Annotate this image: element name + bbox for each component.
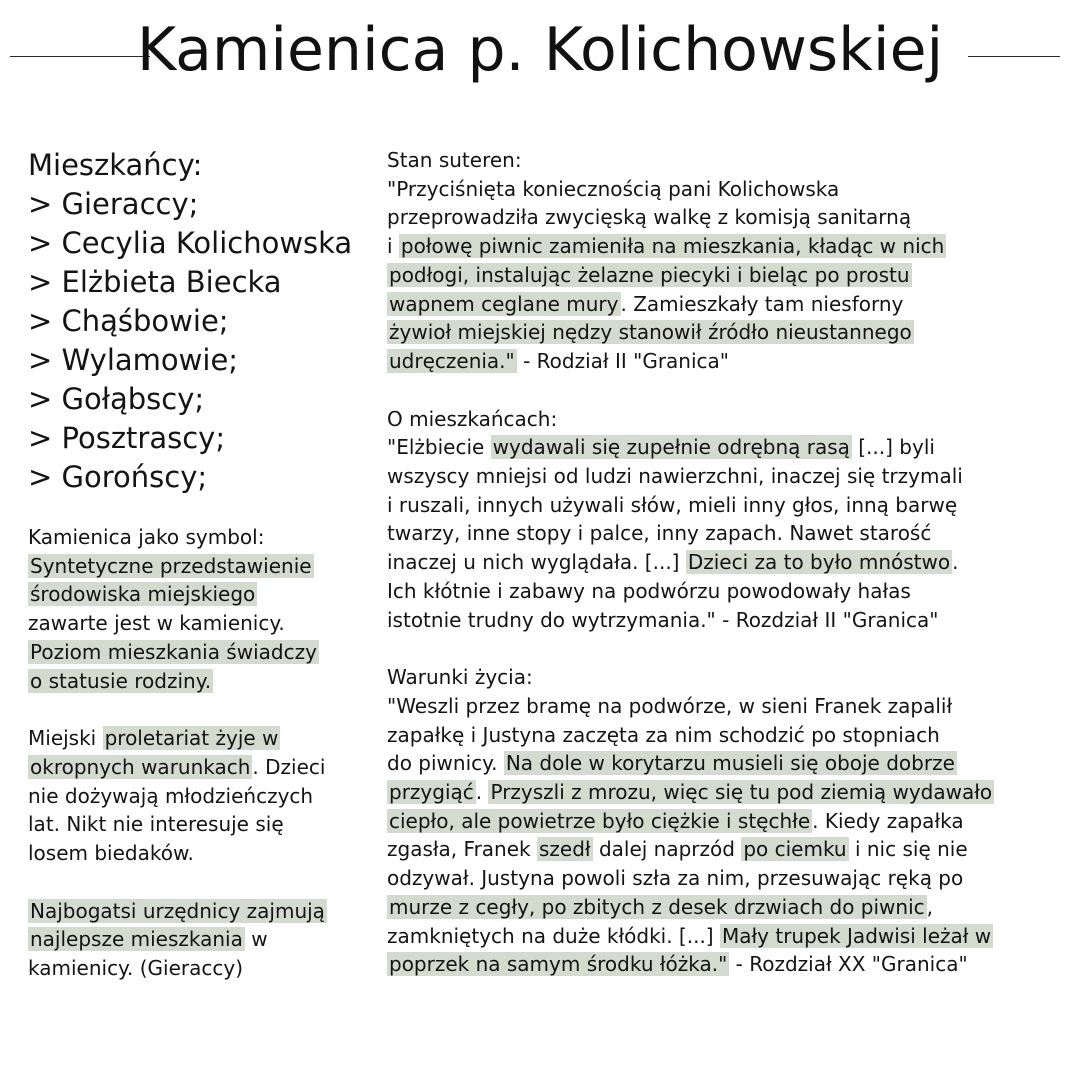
basements-section	[387, 146, 1067, 376]
highlight: Mały trupek Jadwisi leżał w	[721, 923, 992, 948]
highlight: ciepło, ale powietrze było ciężkie i stęchłe	[389, 808, 811, 833]
highlight: Dzieci za to było mnóstwo	[687, 550, 951, 575]
highlight: wapnem ceglane mury	[389, 291, 619, 316]
resident-item: > Gołąbscy;	[28, 382, 205, 416]
highlight: środowiska miejskiego	[30, 582, 256, 607]
text-line: kamienicy. (Gieraccy)	[28, 956, 244, 981]
highlight: szedł	[538, 837, 591, 862]
highlight: o statusie rodziny.	[30, 668, 212, 693]
resident-item: > Chąśbowie;	[28, 304, 229, 338]
text-line: twarzy, inne stopy i palce, inny zapach. Nawet starość	[387, 521, 932, 546]
symbol-note	[28, 523, 363, 695]
highlight: podłogi, instalując żelazne piecyki i bieląc po prostu	[389, 262, 910, 287]
highlight: Przyszli z mrozu, więc się tu pod ziemią wydawało	[490, 780, 993, 805]
text-fragment: i	[387, 234, 399, 259]
resident-item: > Gorońscy;	[28, 460, 208, 494]
text-fragment: w	[244, 927, 268, 952]
text-fragment: ,	[926, 894, 933, 919]
text-line: "Przyciśnięta koniecznością pani Kolichowska	[387, 176, 840, 201]
resident-item: > Cecylia Kolichowska	[28, 226, 353, 260]
text-fragment: . Kiedy zapałka	[812, 808, 964, 833]
basements-heading: Stan suteren:	[387, 148, 522, 172]
residents-heading: Mieszkańcy:	[28, 148, 203, 182]
text-fragment: do piwnicy.	[387, 751, 504, 776]
resident-item: > Elżbieta Biecka	[28, 265, 282, 299]
title-bar	[0, 0, 1080, 110]
text-fragment: - Rozdział XX "Granica"	[729, 952, 968, 977]
text-line: lat. Nikt nie interesuje się	[28, 812, 284, 837]
text-fragment: . Zamieszkały tam niesforny	[620, 291, 904, 316]
residents-quote-section	[387, 405, 1067, 635]
text-line: odzywał. Justyna powoli szła za nim, przesuwając ręką po	[387, 866, 964, 891]
text-fragment: "Elżbiecie	[387, 435, 491, 460]
highlight: po ciemku	[743, 837, 847, 862]
right-column	[387, 146, 1067, 979]
text-line: przeprowadziła zwycięską walkę z komisją sanitarną	[387, 205, 912, 230]
text-fragment: dalej naprzód	[592, 837, 742, 862]
left-column	[28, 146, 363, 983]
page-title: Kamienica p. Kolichowskiej	[136, 15, 944, 85]
text-fragment: .	[475, 780, 489, 805]
text-line: i ruszali, innych używali słów, mieli inny głos, inną barwę	[387, 492, 958, 517]
highlight: udręczenia."	[389, 348, 515, 373]
highlight: Na dole w korytarzu musieli się oboje dobrze	[505, 751, 955, 776]
highlight: proletariat żyje w	[104, 726, 279, 751]
text-line: zawarte jest w kamienicy.	[28, 611, 285, 636]
text-fragment: zgasła, Franek	[387, 837, 537, 862]
highlight: Najbogatsi urzędnicy zajmują	[30, 898, 325, 923]
text-fragment: [...] byli	[851, 435, 935, 460]
text-fragment: zamkniętych na duże kłódki. [...]	[387, 923, 720, 948]
highlight: Syntetyczne przedstawienie	[30, 553, 312, 578]
text-fragment: i nic się nie	[848, 837, 968, 862]
highlight: najlepsze mieszkania	[30, 927, 243, 952]
text-line: zapałkę i Justyna zaczęta za nim schodzić po stopniach	[387, 722, 940, 747]
text-line: nie dożywają młodzieńczych	[28, 783, 314, 808]
resident-item: > Wylamowie;	[28, 343, 239, 377]
proletariat-note	[28, 724, 363, 868]
text-line: wszyscy mniejsi od ludzi nawierzchni, inaczej się trzymali	[387, 464, 963, 489]
highlight: żywioł miejskiej nędzy stanowił źródło nieustannego	[389, 320, 912, 345]
highlight: połowę piwnic zamieniła na mieszkania, kładąc w nich	[400, 234, 945, 259]
text-fragment: . Dzieci	[252, 754, 326, 779]
highlight: murze z cegły, po zbitych z desek drzwiach do piwnic	[389, 894, 925, 919]
text-line: istotnie trudny do wytrzymania." - Rozdział II "Granica"	[387, 607, 939, 632]
living-section	[387, 663, 1067, 979]
highlight: poprzek na samym środku łóżka."	[389, 952, 728, 977]
residents-quote-heading: O mieszkańcach:	[387, 406, 558, 431]
text-line: Ich kłótnie i zabawy na podwórzu powodowały hałas	[387, 578, 911, 603]
residents-list	[28, 185, 363, 497]
resident-item: > Posztrascy;	[28, 421, 226, 455]
highlight: przygiąć	[389, 780, 474, 805]
text-fragment: - Rodział II "Granica"	[516, 348, 729, 373]
officials-note	[28, 897, 363, 983]
resident-item: > Gieraccy;	[28, 187, 199, 221]
highlight: wydawali się zupełnie odrębną rasą	[492, 435, 850, 460]
title-rule-right	[968, 56, 1060, 57]
text-line: "Weszli przez bramę na podwórze, w sieni Franek zapalił	[387, 693, 953, 718]
symbol-heading: Kamienica jako symbol:	[28, 525, 265, 549]
highlight: Poziom mieszkania świadczy	[30, 639, 317, 664]
text-fragment: .	[952, 550, 959, 575]
text-line: losem biedaków.	[28, 841, 194, 866]
text-fragment: inaczej u nich wyglądała. [...]	[387, 550, 686, 575]
highlight: okropnych warunkach	[30, 754, 251, 779]
text-fragment: Miejski	[28, 726, 103, 751]
living-heading: Warunki życia:	[387, 665, 533, 690]
